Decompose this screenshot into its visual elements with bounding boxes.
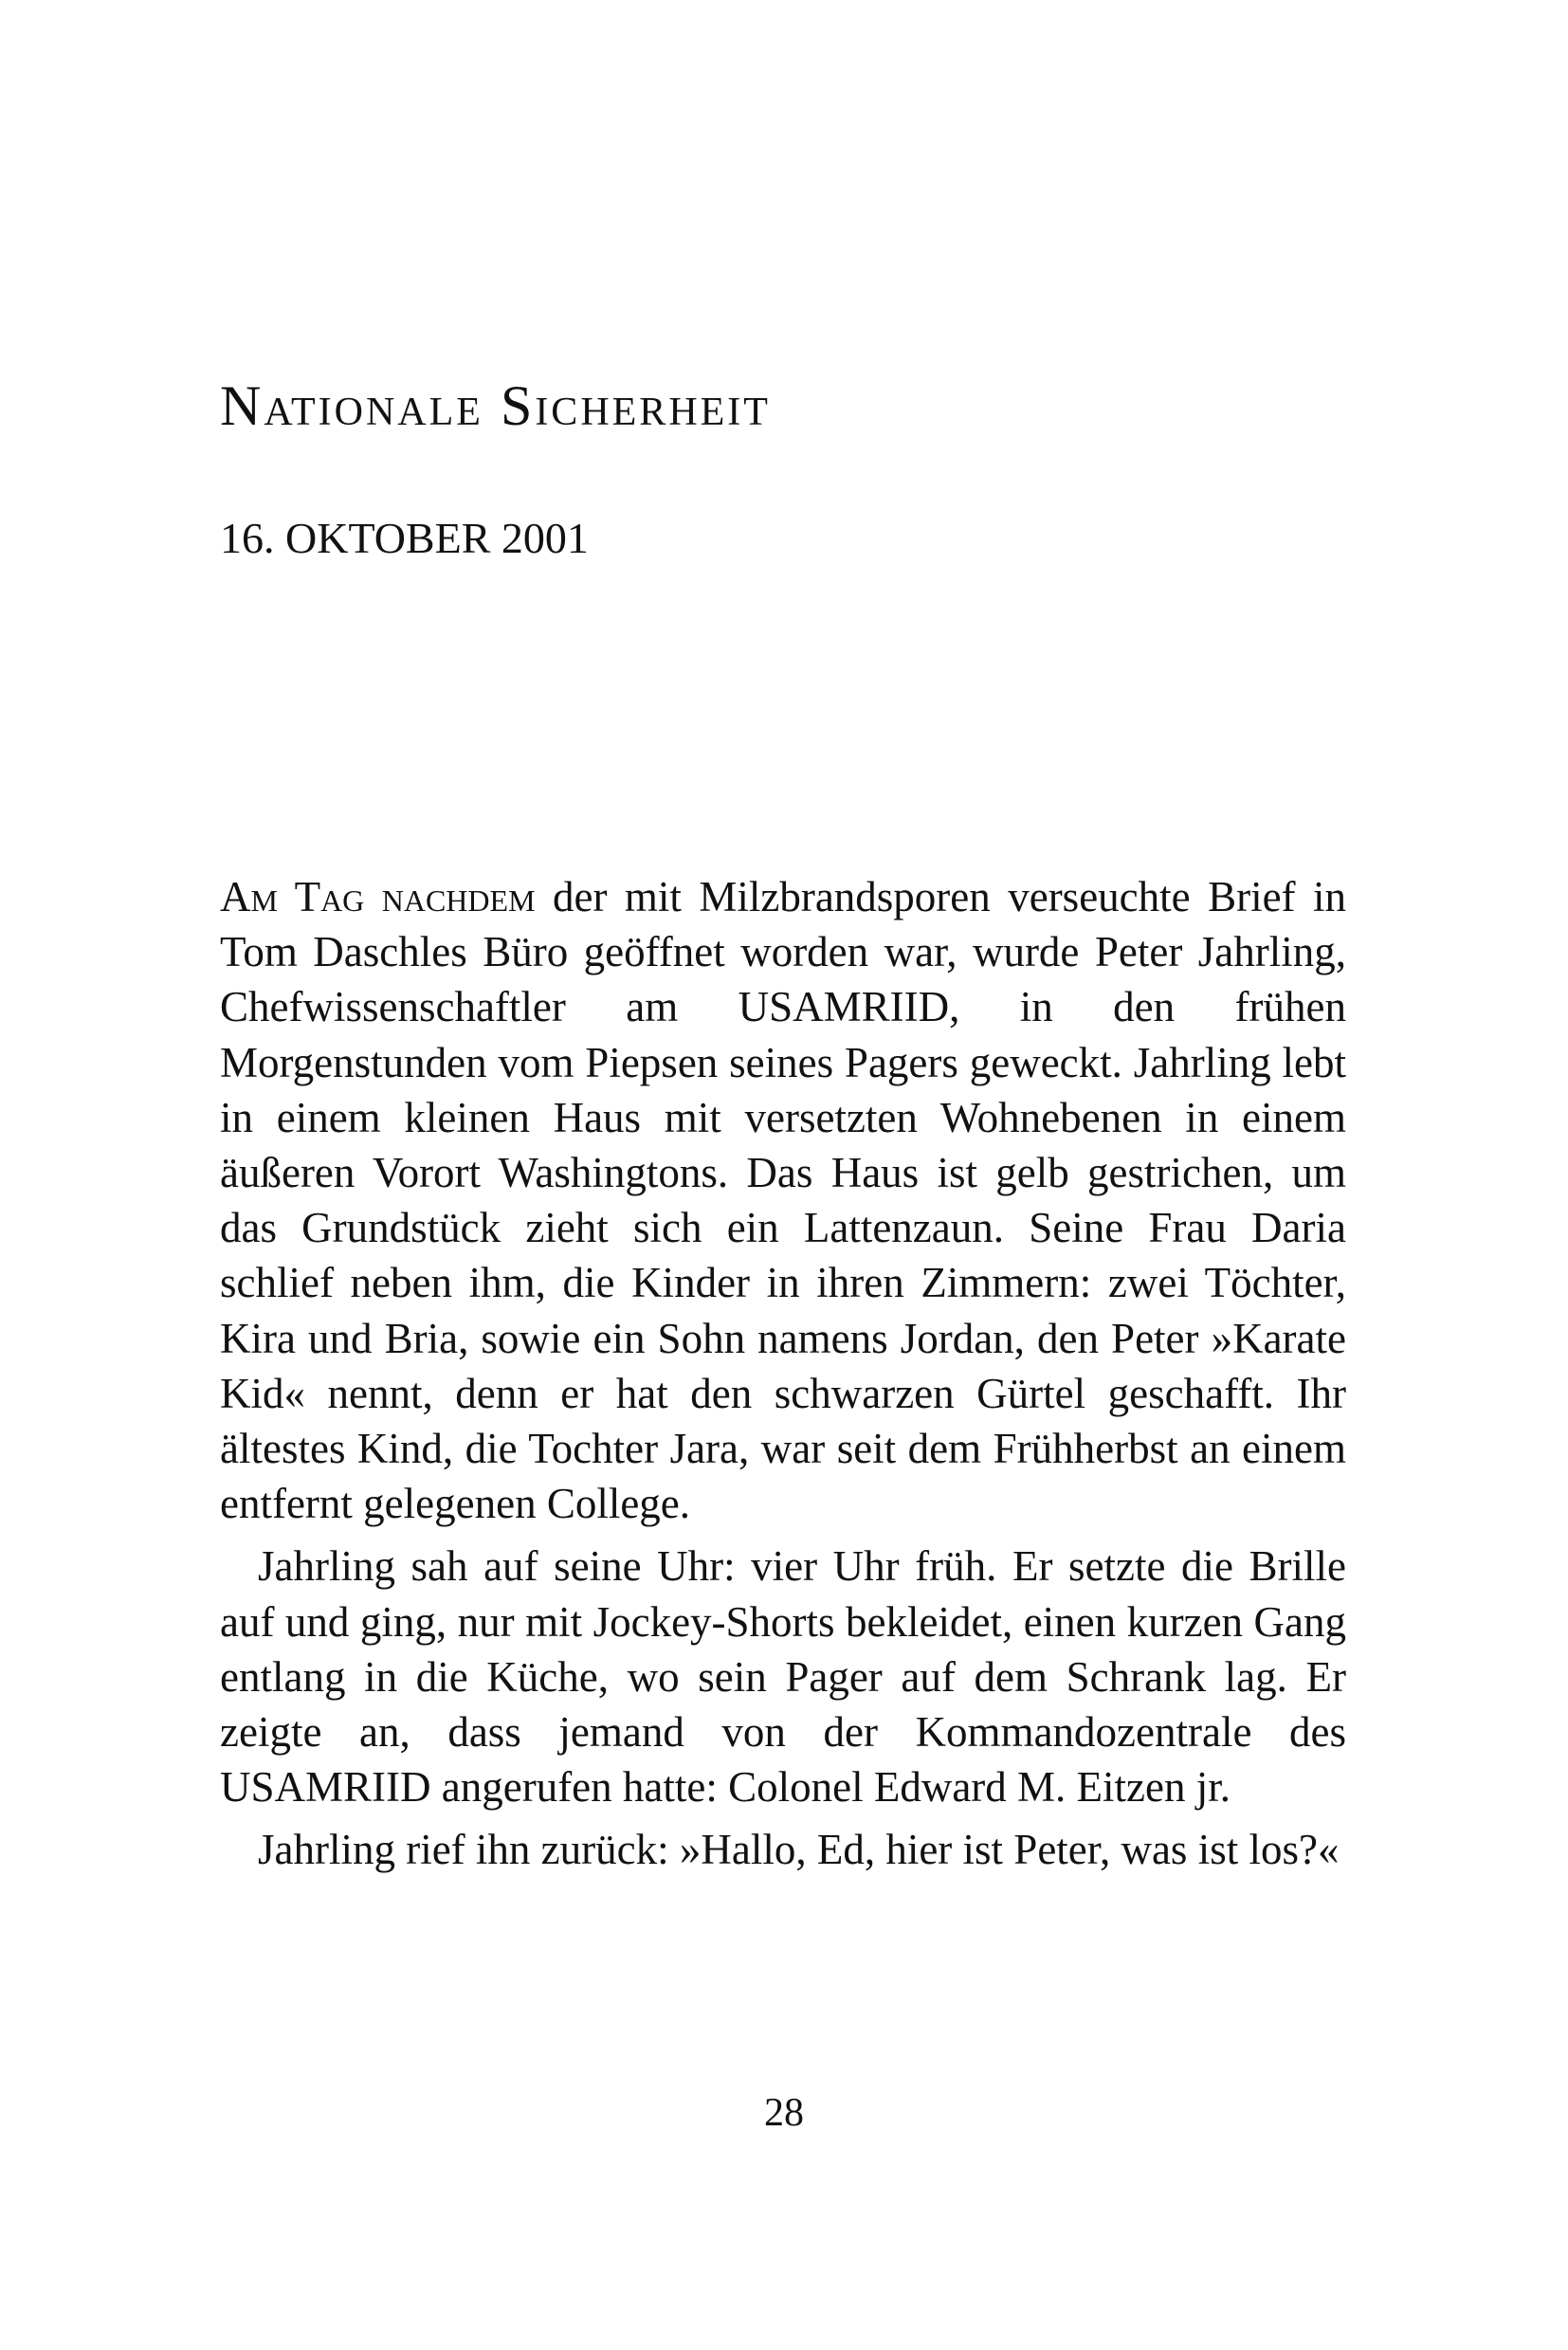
lead-in: Am Tag nachdem <box>220 873 536 920</box>
page-number: 28 <box>764 2091 804 2135</box>
paragraph-2: Jahrling sah auf seine Uhr: vier Uhr früh. Er setzte die Brille auf und ging, nur mit Jockey-Shorts bekleidet, einen kurzen Gang entlang in die Küche, wo sein Pager auf dem Schrank lag. Er zeigte an, dass jemand von der Kommandozentrale des USAMRIID angerufen hatte: Colonel Edward M. Eitzen jr. <box>220 1542 1346 1812</box>
chapter-date: 16. OKTOBER 2001 <box>220 514 589 562</box>
paragraph-1 <box>220 869 1346 1531</box>
chapter-title: Nationale Sicherheit <box>220 374 771 437</box>
paragraph-3: Jahrling rief ihn zurück: »Hallo, Ed, hier ist Peter, was ist los?« <box>258 1826 1340 1874</box>
paragraph-1-text: der mit Milzbrandsporen verseuchte Brief in Tom Daschles Büro geöffnet worden war, wurde Peter Jahrling, Chefwissenschaftler am USAMRIID, in den frühen Morgenstunden vom Piepsen seines Pagers geweckt. Jahrling lebt in einem kleinen Haus mit versetzten Wohnebenen in einem äußeren Vorort Washingtons. Das Haus ist gelb gestrichen, um das Grundstück zieht sich ein Lattenzaun. Seine Frau Daria schlief neben ihm, die Kinder in ihren Zimmern: zwei Töchter, Kira und Bria, sowie ein Sohn namens Jordan, den Peter »Karate Kid« nennt, denn er hat den schwarzen Gürtel geschafft. Ihr ältestes Kind, die Tochter Jara, war seit dem Frühherbst an einem entfernt gelegenen College. <box>220 873 1346 1528</box>
body-text <box>220 869 1346 1878</box>
